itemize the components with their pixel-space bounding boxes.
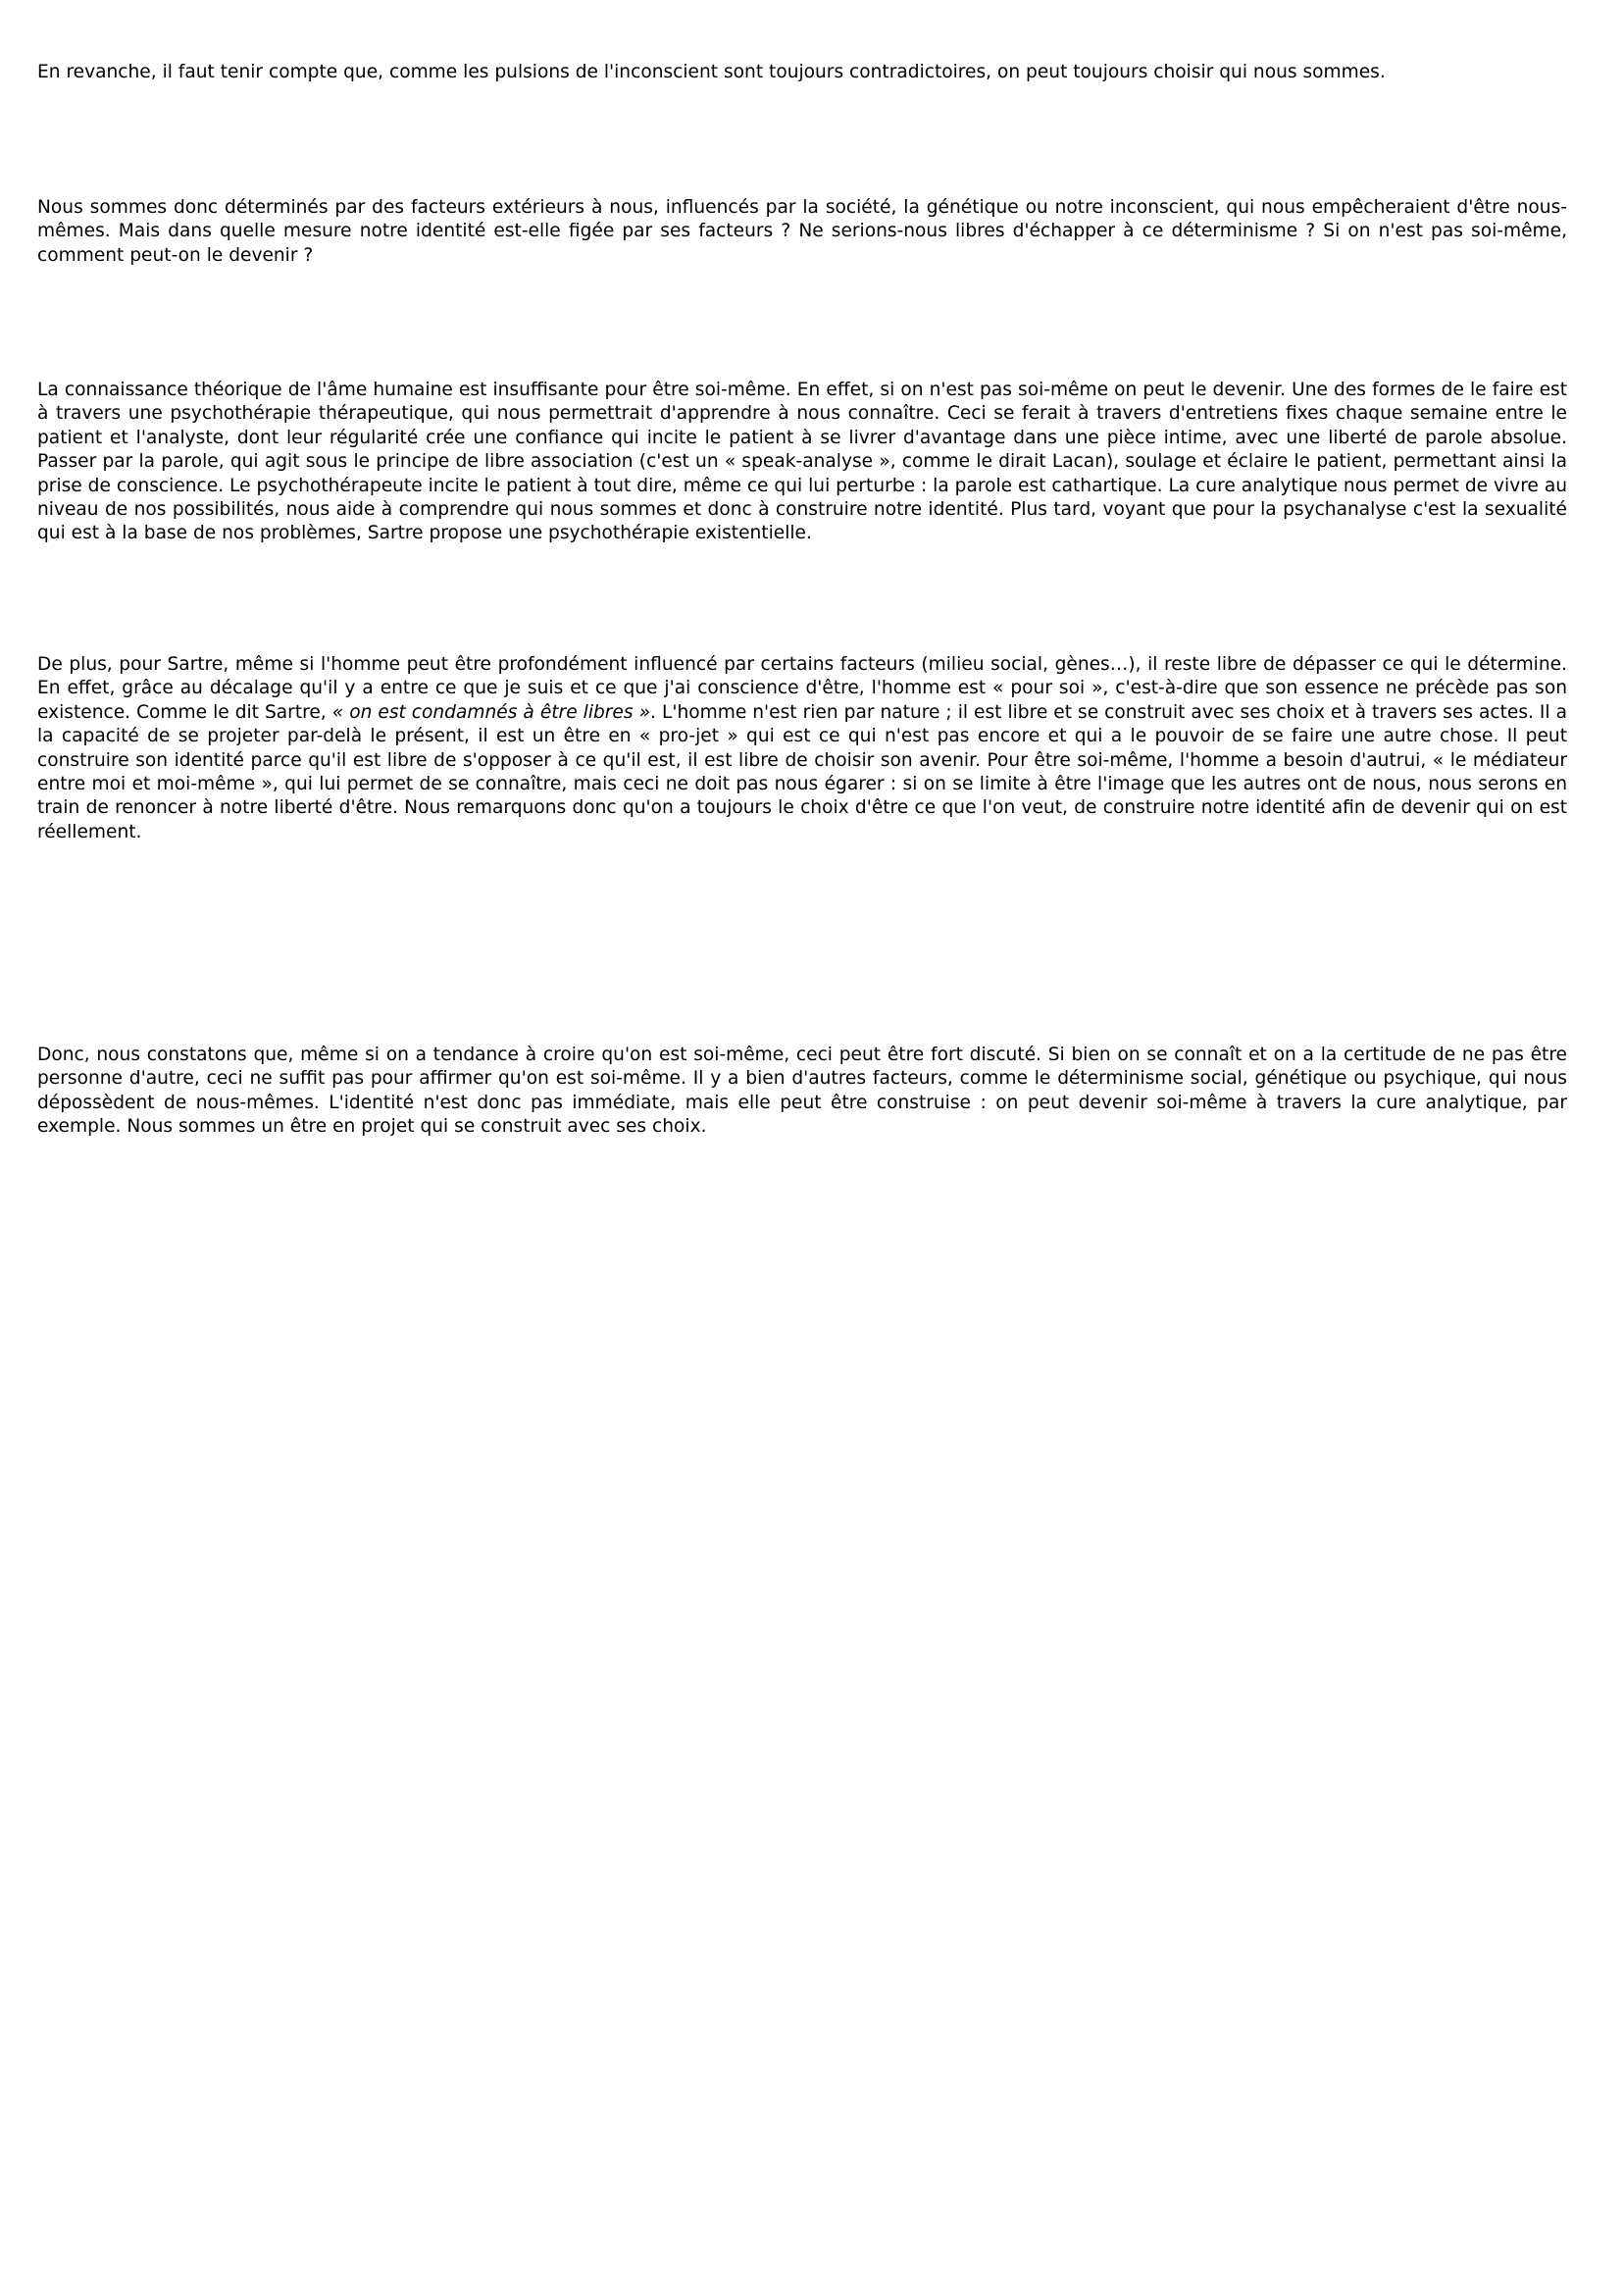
paragraph-2-text: Nous sommes donc déterminés par des facteurs extérieurs à nous, influencés par la société, la génétique ou notre inconscient, qui nous empêcheraient d'être nous-mêmes. Mais dans quelle mesure notre identité est-elle figée par ses facteurs ? Ne serions-nous libres d'échapper à ce déterminisme ? Si on n'est pas soi-même, comment peut-on le devenir ? xyxy=(37,197,1567,266)
paragraph-4-text-after: . L'homme n'est rien par nature ; il est libre et se construit avec ses choix et à travers ses actes. Il a la capacité de se projeter par-delà le présent, il est un être en « pro-jet » qui est ce qui n'est pas encore et qui a le pouvoir de se faire une autre chose. Il peut construire son identité parce qu'il est libre de s'opposer à ce qu'il est, il est libre de choisir son avenir. Pour être soi-même, l'homme a besoin d'autrui, « le médiateur entre moi et moi-même », qui lui permet de se connaître, mais ceci ne doit pas nous égarer : si on se limite à être l'image que les autres ont de nous, nous serons en train de renoncer à notre liberté d'être. Nous remarquons donc qu'on a toujours le choix d'être ce que l'on veut, de construire notre identité afin de devenir qui on est réellement. xyxy=(37,701,1567,842)
paragraph-5-text: Donc, nous constatons que, même si on a tendance à croire qu'on est soi-même, ceci peut être fort discuté. Si bien on se connaît et on a la certitude de ne pas être personne d'autre, ceci ne suffit pas pour affirmer qu'on est soi-même. Il y a bien d'autres facteurs, comme le déterminisme social, génétique ou psychique, qui nous dépossèdent de nous-mêmes. L'identité n'est donc pas immédiate, mais elle peut être construise : on peut devenir soi-même à travers la cure analytique, par exemple. Nous sommes un être en projet qui se construit avec ses choix. xyxy=(37,1045,1567,1138)
paragraph-3 xyxy=(37,379,1567,546)
paragraph-1 xyxy=(37,61,1567,84)
paragraph-4-text-before: De plus, pour Sartre, même si l'homme peut être profondément influencé par certains facteurs (milieu social, gènes…), il reste libre de dépasser ce qui le détermine. En effet, grâce au décalage qu'il y a entre ce que je suis et ce que j'ai conscience d'être, l'homme est « pour soi », c'est-à-dire que son essence ne précède pas son existence. Comme le dit Sartre, xyxy=(37,654,1567,723)
paragraph-1-text: En revanche, il faut tenir compte que, comme les pulsions de l'inconscient sont toujours contradictoires, on peut toujours choisir qui nous sommes. xyxy=(37,62,1386,82)
paragraph-2 xyxy=(37,196,1567,268)
paragraph-3-text: La connaissance théorique de l'âme humaine est insuffisante pour être soi-même. En effet, si on n'est pas soi-même on peut le devenir. Une des formes de le faire est à travers une psychothérapie thérapeutique, qui nous permettrait d'apprendre à nous connaître. Ceci se ferait à travers d'entretiens fixes chaque semaine entre le patient et l'analyste, dont leur régularité crée une confiance qui incite le patient à se livrer d'avantage dans une pièce intime, avec une liberté de parole absolue. Passer par la parole, qui agit sous le principe de libre association (c'est un « speak-analyse », comme le dirait Lacan), soulage et éclaire le patient, permettant ainsi la prise de conscience. Le psychothérapeute incite le patient à tout dire, même ce qui lui perturbe : la parole est cathartique. La cure analytique nous permet de vivre au niveau de nos possibilités, nous aide à comprendre qui nous sommes et donc à construire notre identité. Plus tard, voyant que pour la psychanalyse c'est la sexualité qui est à la base de nos problèmes, Sartre propose une psychothérapie existentielle. xyxy=(37,380,1567,544)
paragraph-4 xyxy=(37,653,1567,844)
sartre-quote: « on est condamnés à être libres » xyxy=(331,701,651,723)
paragraph-5 xyxy=(37,1044,1567,1140)
